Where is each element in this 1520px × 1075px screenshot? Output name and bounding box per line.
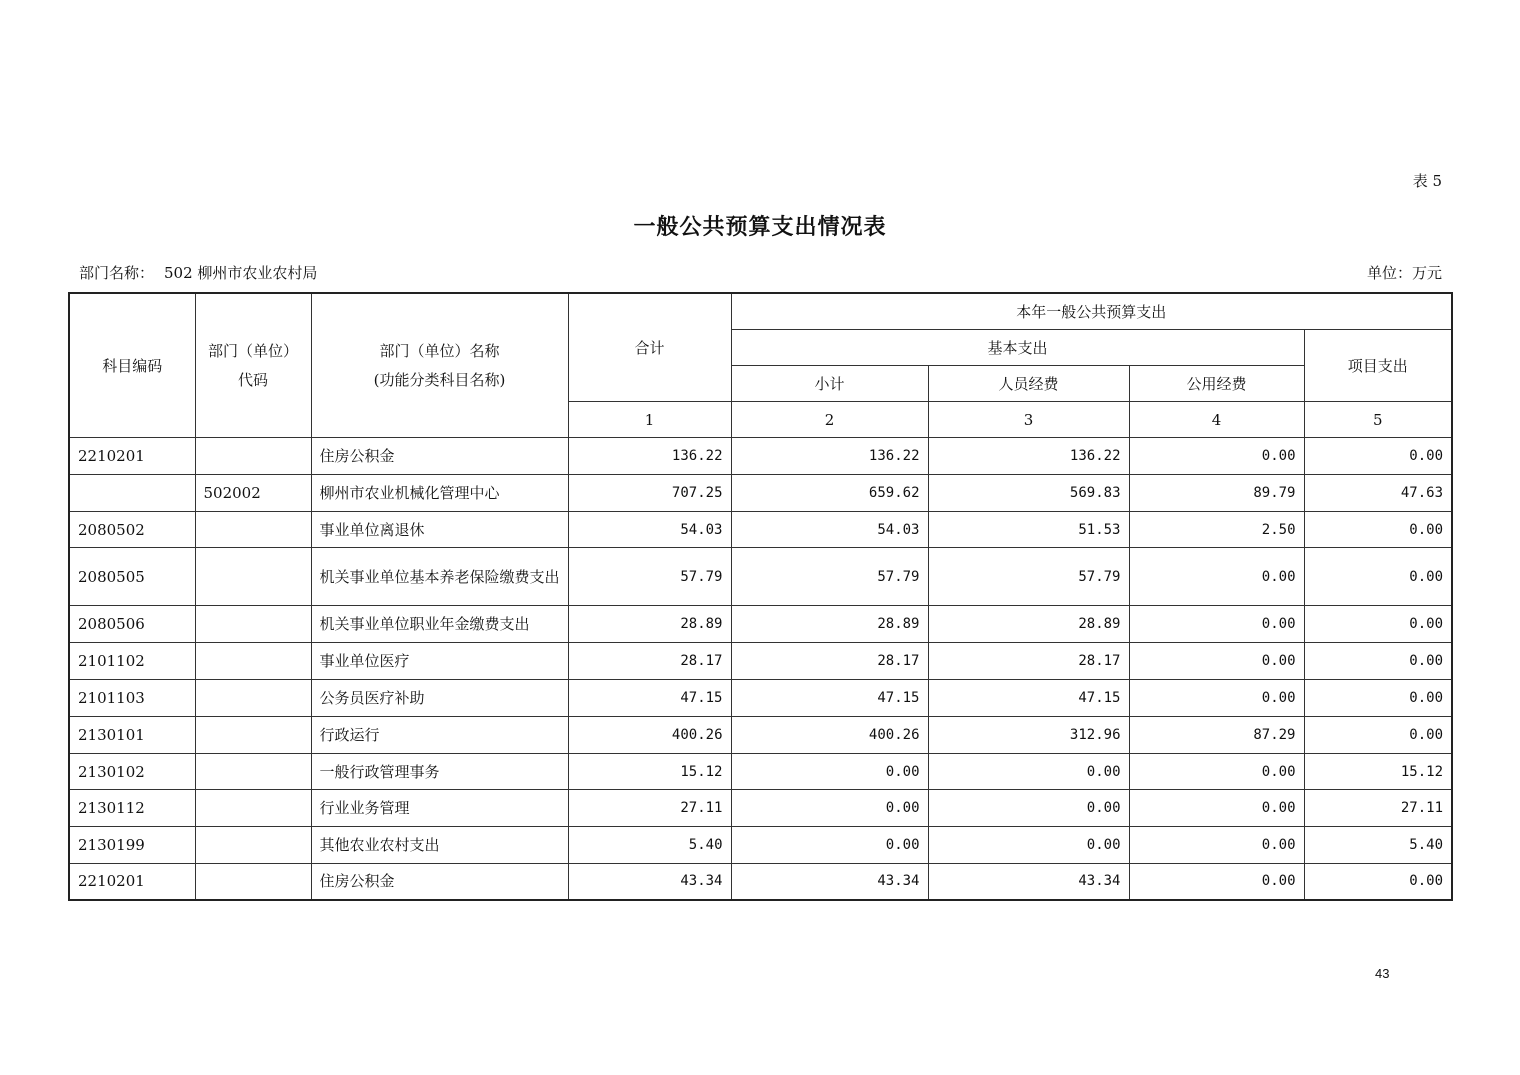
budget-table (68, 292, 1453, 901)
row-name: 其他农业农村支出 (311, 827, 568, 864)
row-personnel: 0.00 (928, 754, 1129, 790)
table-row (69, 643, 1452, 680)
row-public: 0.00 (1129, 754, 1304, 790)
table-row (69, 680, 1452, 717)
row-dept-code (195, 643, 311, 680)
row-dept-code (195, 606, 311, 643)
row-project: 27.11 (1304, 790, 1452, 827)
row-code: 2210201 (69, 438, 195, 475)
row-total: 28.89 (568, 606, 731, 643)
row-personnel: 312.96 (928, 717, 1129, 754)
row-code: 2080502 (69, 512, 195, 548)
row-code: 2210201 (69, 864, 195, 900)
row-subtotal: 400.26 (731, 717, 928, 754)
row-project: 5.40 (1304, 827, 1452, 864)
row-total: 5.40 (568, 827, 731, 864)
header-subtotal: 小计 (731, 366, 928, 402)
row-name: 一般行政管理事务 (311, 754, 568, 790)
header-total: 合计 (568, 293, 731, 402)
department-line (79, 262, 317, 283)
header-personnel: 人员经费 (928, 366, 1129, 402)
header-dept-code-line2: 代码 (237, 370, 268, 389)
row-personnel: 0.00 (928, 790, 1129, 827)
row-total: 28.17 (568, 643, 731, 680)
row-subtotal: 57.79 (731, 548, 928, 606)
row-public: 89.79 (1129, 475, 1304, 512)
row-personnel: 28.17 (928, 643, 1129, 680)
department-label: 部门名称： (79, 264, 155, 282)
row-code: 2130102 (69, 754, 195, 790)
row-name: 柳州市农业机械化管理中心 (311, 475, 568, 512)
row-name: 事业单位离退休 (311, 512, 568, 548)
row-dept-code (195, 754, 311, 790)
page-number: 43 (1375, 966, 1390, 981)
row-code: 2130199 (69, 827, 195, 864)
row-personnel: 0.00 (928, 827, 1129, 864)
row-project: 47.63 (1304, 475, 1452, 512)
table-row (69, 827, 1452, 864)
row-subtotal: 28.89 (731, 606, 928, 643)
row-subtotal: 47.15 (731, 680, 928, 717)
table-number: 表 5 (1412, 172, 1442, 190)
header-index-2: 2 (731, 402, 928, 438)
row-code: 2130112 (69, 790, 195, 827)
row-code (69, 475, 195, 512)
row-dept-code (195, 512, 311, 548)
row-project: 0.00 (1304, 438, 1452, 475)
row-project: 0.00 (1304, 864, 1452, 900)
table-row (69, 754, 1452, 790)
row-total: 57.79 (568, 548, 731, 606)
row-project: 0.00 (1304, 643, 1452, 680)
row-project: 0.00 (1304, 512, 1452, 548)
row-total: 54.03 (568, 512, 731, 548)
unit-label: 单位：万元 (1366, 264, 1442, 282)
row-total: 136.22 (568, 438, 731, 475)
row-name: 公务员医疗补助 (311, 680, 568, 717)
table-row (69, 717, 1452, 754)
row-public: 0.00 (1129, 643, 1304, 680)
row-public: 0.00 (1129, 548, 1304, 606)
row-code: 2101102 (69, 643, 195, 680)
row-total: 47.15 (568, 680, 731, 717)
header-public: 公用经费 (1129, 366, 1304, 402)
header-dept-name-line1: 部门（单位）名称 (379, 341, 500, 360)
row-name: 行政运行 (311, 717, 568, 754)
header-project: 项目支出 (1304, 330, 1452, 402)
row-name: 机关事业单位基本养老保险缴费支出 (311, 548, 568, 606)
table-row (69, 548, 1452, 606)
header-basic: 基本支出 (731, 330, 1304, 366)
row-public: 2.50 (1129, 512, 1304, 548)
row-name: 行业业务管理 (311, 790, 568, 827)
row-dept-code (195, 864, 311, 900)
table-row (69, 864, 1452, 900)
row-dept-code (195, 717, 311, 754)
row-personnel: 47.15 (928, 680, 1129, 717)
row-name: 住房公积金 (311, 864, 568, 900)
row-subtotal: 28.17 (731, 643, 928, 680)
row-personnel: 51.53 (928, 512, 1129, 548)
row-subtotal: 0.00 (731, 827, 928, 864)
header-index-4: 4 (1129, 402, 1304, 438)
row-subtotal: 43.34 (731, 864, 928, 900)
row-name: 事业单位医疗 (311, 643, 568, 680)
row-code: 2080505 (69, 548, 195, 606)
table-row (69, 475, 1452, 512)
row-total: 15.12 (568, 754, 731, 790)
row-public: 87.29 (1129, 717, 1304, 754)
row-public: 0.00 (1129, 864, 1304, 900)
row-personnel: 43.34 (928, 864, 1129, 900)
row-total: 43.34 (568, 864, 731, 900)
row-dept-code (195, 548, 311, 606)
row-code: 2080506 (69, 606, 195, 643)
row-total: 707.25 (568, 475, 731, 512)
row-public: 0.00 (1129, 438, 1304, 475)
table-row (69, 790, 1452, 827)
row-name: 住房公积金 (311, 438, 568, 475)
row-subtotal: 136.22 (731, 438, 928, 475)
row-public: 0.00 (1129, 680, 1304, 717)
row-public: 0.00 (1129, 827, 1304, 864)
row-dept-code (195, 438, 311, 475)
row-project: 0.00 (1304, 717, 1452, 754)
row-total: 27.11 (568, 790, 731, 827)
row-public: 0.00 (1129, 606, 1304, 643)
row-personnel: 28.89 (928, 606, 1129, 643)
row-dept-code (195, 827, 311, 864)
table-row (69, 606, 1452, 643)
row-subtotal: 659.62 (731, 475, 928, 512)
row-subtotal: 0.00 (731, 790, 928, 827)
department-value: 502 柳州市农业农村局 (164, 264, 318, 282)
header-index-3: 3 (928, 402, 1129, 438)
row-personnel: 136.22 (928, 438, 1129, 475)
table-row (69, 512, 1452, 548)
row-dept-code (195, 790, 311, 827)
header-index-5: 5 (1304, 402, 1452, 438)
row-project: 0.00 (1304, 548, 1452, 606)
header-dept-code (195, 293, 311, 438)
row-dept-code: 502002 (195, 475, 311, 512)
row-project: 0.00 (1304, 606, 1452, 643)
row-project: 0.00 (1304, 680, 1452, 717)
row-subtotal: 54.03 (731, 512, 928, 548)
table-row (69, 438, 1452, 475)
header-dept-name-line2: (功能分类科目名称) (373, 370, 506, 389)
header-dept-name (311, 293, 568, 438)
row-subtotal: 0.00 (731, 754, 928, 790)
row-personnel: 569.83 (928, 475, 1129, 512)
row-total: 400.26 (568, 717, 731, 754)
row-code: 2130101 (69, 717, 195, 754)
header-year-group: 本年一般公共预算支出 (731, 293, 1452, 330)
header-code: 科目编码 (69, 293, 195, 438)
header-dept-code-line1: 部门（单位） (207, 341, 298, 360)
page-title: 一般公共预算支出情况表 (633, 214, 887, 240)
row-name: 机关事业单位职业年金缴费支出 (311, 606, 568, 643)
row-personnel: 57.79 (928, 548, 1129, 606)
row-project: 15.12 (1304, 754, 1452, 790)
row-public: 0.00 (1129, 790, 1304, 827)
header-index-1: 1 (568, 402, 731, 438)
row-dept-code (195, 680, 311, 717)
row-code: 2101103 (69, 680, 195, 717)
